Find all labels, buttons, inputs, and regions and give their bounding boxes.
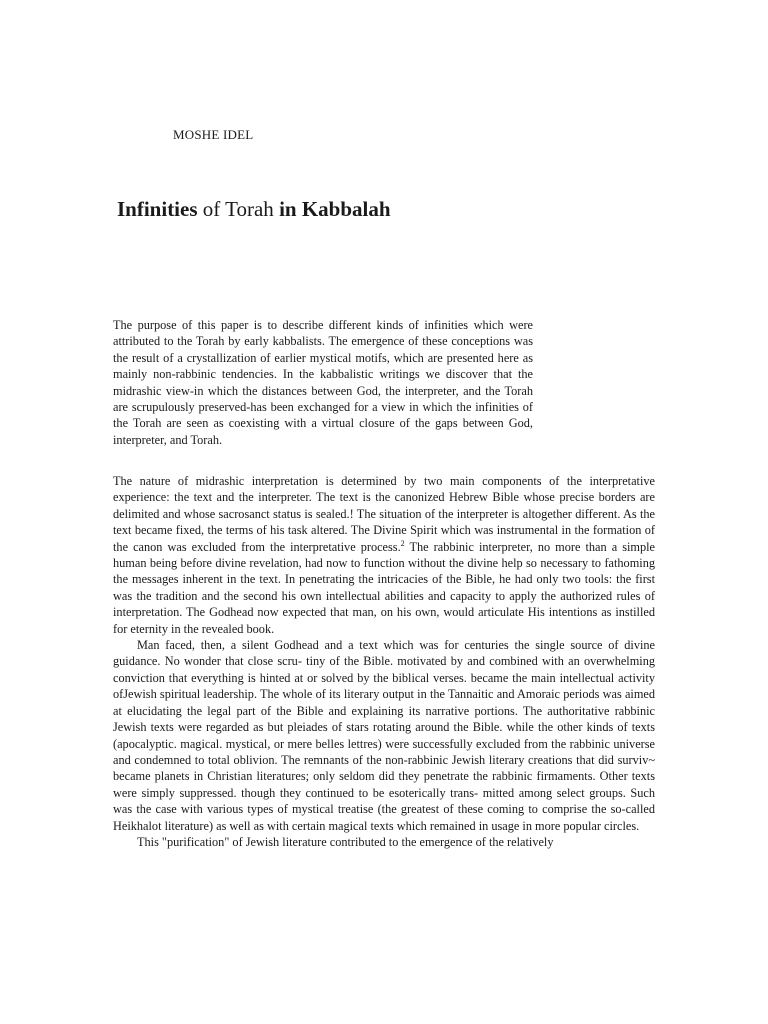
paragraph-1 — [113, 473, 655, 637]
author-name: MOSHE IDEL — [173, 127, 254, 142]
title-infinities: Infinities — [117, 197, 198, 221]
paragraph-1-part-a: The nature of midrashic interpretation is determined by two main components of the interpretative experience: the text and the interpreter. The text is the canonized Hebrew Bible whose precise borders are delimited and whose sacrosanct status is sealed.! The situation of the interpreter is altogether different. As the text became fixed, the terms of his task altered. The Divine Spirit which was instrumental in the formation of the canon was excluded from the interpretative process. — [113, 474, 655, 554]
title-in-kabbalah: in Kabbalah — [279, 197, 391, 221]
paragraph-1-part-b: The rabbinic interpreter, no more than a simple human being before divine revelation, had now to function without the divine help so necessary to fathoming the messages inherent in the text. In penetrating the intricacies of the Bible, he had only two tools: the first was the tradition and the second his own intellectual abilities and capacity to apply the authorized rules of interpretation. The Godhead now expected that man, on his own, would articulate His intentions as instilled for eternity in the revealed book. — [113, 539, 655, 636]
footnote-marker: 2 — [400, 538, 405, 548]
title-of-torah: of Torah — [197, 197, 280, 221]
paragraph-2: Man faced, then, a silent Godhead and a text which was for centuries the single source of divine guidance. No wonder that close scru- tiny of the Bible. motivated by and combined with an overwhelming conviction that everything is hinted at or solved by the biblical verses. became the main intellectual activity ofJewish spiritual leadership. The whole of its literary output in the Tannaitic and Amoraic periods was aimed at elucidating the legal part of the Bible and explaining its narrative portions. The authoritative rabbinic Jewish texts were regarded as but pleiades of stars rotating around the Bible. while the other kinds of texts (apocalyptic. magical. mystical, or mere belles lettres) were successfully excluded from the rabbinic universe and condemned to total oblivion. The remnants of the non-rabbinic Jewish literary creations that did surviv~ became planets in Christian literatures; only seldom did they penetrate the rabbinic firmaments. Other texts were simply suppressed. though they continued to be esoterically trans- mitted among select groups. Such was the case with various types of mystical treatise (the greatest of these coming to comprise the so-called Heikhalot literature) as well as with certain magical texts which remained in usage in more popular circles. — [113, 638, 655, 833]
paragraph-3: This "purification" of Jewish literature contributed to the emergence of the relatively — [137, 834, 554, 849]
article-title — [117, 197, 391, 222]
body-text — [113, 473, 655, 850]
abstract: The purpose of this paper is to describe different kinds of infinities which were attributed to the Torah by early kabbalists. The emergence of these conceptions was the result of a crystallization of earlier mystical motifs, which are presented here as mainly non-rabbinic tendencies. In the kabbalistic writings we discover that the midrashic view-in which the distances between God, the interpreter, and the Torah are scrupulously preserved-has been exchanged for a view in which the infinities of the Torah are seen as coexisting with a virtual closure of the gaps between God, interpreter, and Torah. — [113, 318, 533, 447]
